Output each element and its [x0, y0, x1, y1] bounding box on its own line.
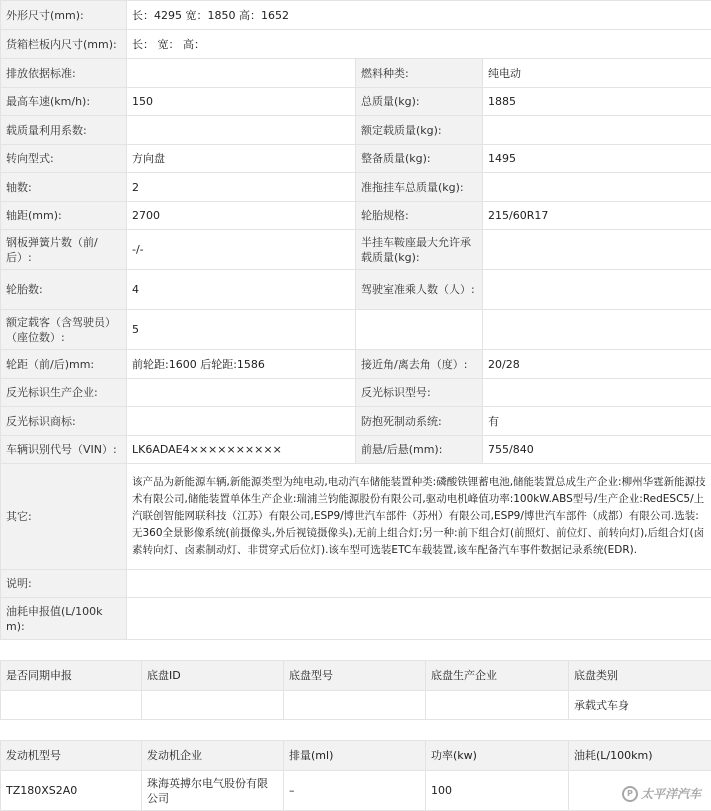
wheelbase-label: 轴距(mm):	[1, 202, 127, 230]
engine-header-mfr: 发动机企业	[142, 741, 284, 771]
spec-row-track	[1, 350, 711, 379]
engine-cell-mfr: 珠海英搏尔电气股份有限公司	[142, 771, 284, 811]
speed-value: 150	[127, 88, 356, 116]
track-label: 轮距（前/后)mm:	[1, 350, 127, 379]
engine-header-row	[1, 741, 711, 771]
engine-table	[0, 740, 711, 811]
spec-row-other	[1, 464, 711, 570]
chassis-table	[0, 660, 711, 720]
engine-cell-displacement: –	[284, 771, 426, 811]
fuel-report-value	[127, 598, 711, 640]
note-label: 说明:	[1, 570, 127, 598]
reflect-brand-label: 反光标识商标:	[1, 407, 127, 436]
passengers-empty-value	[483, 310, 711, 350]
chassis-header-row	[1, 661, 711, 691]
cargo-value: 长： 宽： 高：	[127, 30, 711, 59]
note-value	[127, 570, 711, 598]
overhang-value: 755/840	[483, 436, 711, 464]
spec-row-dims	[1, 1, 711, 30]
spec-row-vin	[1, 436, 711, 464]
tires-label: 轮胎数:	[1, 270, 127, 310]
gross-label: 总质量(kg):	[356, 88, 483, 116]
chassis-cell-sync	[1, 691, 142, 720]
rated-load-label: 额定载质量(kg):	[356, 116, 483, 145]
saddle-label: 半挂车鞍座最大允许承载质量(kg):	[356, 230, 483, 270]
chassis-cell-id	[142, 691, 284, 720]
tire-spec-label: 轮胎规格:	[356, 202, 483, 230]
pcauto-logo-icon: P	[622, 786, 638, 802]
chassis-cell-model	[284, 691, 426, 720]
spec-row-axles	[1, 173, 711, 202]
engine-cell-model: TZ180XS2A0	[1, 771, 142, 811]
chassis-header-id: 底盘ID	[142, 661, 284, 691]
chassis-header-model: 底盘型号	[284, 661, 426, 691]
chassis-header-type: 底盘类别	[569, 661, 711, 691]
chassis-cell-mfr	[426, 691, 569, 720]
axles-label: 轴数:	[1, 173, 127, 202]
watermark-text: 太平洋汽车	[641, 785, 701, 802]
spring-value: -/-	[127, 230, 356, 270]
fuel-value: 纯电动	[483, 59, 711, 88]
other-value: 该产品为新能源车辆,新能源类型为纯电动,电动汽车储能装置种类:磷酸铁锂蓄电池,储能装置总成生产企业:柳州华霆新能源技术有限公司,储能装置单体生产企业:瑞浦兰钧能源股份有限公司,驱动电机峰值功率:100kW.ABS型号/生产企业:RedESC5/上汽联创智能网联科技（江苏）有限公司,ESP9/博世汽车部件（苏州）有限公司,ESP9/博世汽车部件（成都）有限公司.选装:无360全景影像系统(前摄像头,外后视镜摄像头),无前上组合灯;另一种:前下组合灯(前照灯、前位灯、前转向灯),后组合灯(卤素转向灯、卤素制动灯、非贯穿式后位灯).该车型可选装ETC车载装置,该车配备汽车事件数据记录系统(EDR).	[127, 464, 711, 570]
chassis-data-row	[1, 691, 711, 720]
spec-row-fuel-report	[1, 598, 711, 640]
spec-row-reflect-brand	[1, 407, 711, 436]
spec-row-cargo	[1, 30, 711, 59]
engine-header-model: 发动机型号	[1, 741, 142, 771]
engine-header-displacement: 排量(ml)	[284, 741, 426, 771]
trailer-label: 准拖挂车总质量(kg):	[356, 173, 483, 202]
engine-data-row	[1, 771, 711, 811]
cab-label: 驾驶室准乘人数（人）:	[356, 270, 483, 310]
engine-cell-power: 100	[426, 771, 569, 811]
engine-header-consumption: 油耗(L/100km)	[569, 741, 711, 771]
cargo-label: 货箱栏板内尺寸(mm):	[1, 30, 127, 59]
fuel-label: 燃料种类:	[356, 59, 483, 88]
gross-value: 1885	[483, 88, 711, 116]
spec-row-wheelbase	[1, 202, 711, 230]
spec-row-passengers	[1, 310, 711, 350]
spec-row-note	[1, 570, 711, 598]
angle-label: 接近角/离去角（度）:	[356, 350, 483, 379]
spec-row-reflect-mfr	[1, 379, 711, 407]
curb-value: 1495	[483, 145, 711, 173]
spec-row-steering	[1, 145, 711, 173]
vin-label: 车辆识别代号（VIN）:	[1, 436, 127, 464]
wheelbase-value: 2700	[127, 202, 356, 230]
saddle-value	[483, 230, 711, 270]
engine-header-power: 功率(kw)	[426, 741, 569, 771]
reflect-model-label: 反光标识型号:	[356, 379, 483, 407]
speed-label: 最高车速(km/h):	[1, 88, 127, 116]
reflect-mfr-value	[127, 379, 356, 407]
curb-label: 整备质量(kg):	[356, 145, 483, 173]
passengers-label: 额定载客（含驾驶员）（座位数）:	[1, 310, 127, 350]
fuel-report-label: 油耗申报值(L/100km):	[1, 598, 127, 640]
steering-value: 方向盘	[127, 145, 356, 173]
chassis-header-sync: 是否同期申报	[1, 661, 142, 691]
spec-row-spring	[1, 230, 711, 270]
emission-label: 排放依据标准:	[1, 59, 127, 88]
chassis-cell-type: 承载式车身	[569, 691, 711, 720]
abs-value: 有	[483, 407, 711, 436]
spec-row-emission	[1, 59, 711, 88]
tires-value: 4	[127, 270, 356, 310]
spec-row-tires	[1, 270, 711, 310]
rated-load-value	[483, 116, 711, 145]
chassis-header-mfr: 底盘生产企业	[426, 661, 569, 691]
cab-value	[483, 270, 711, 310]
passengers-value: 5	[127, 310, 356, 350]
passengers-empty-label	[356, 310, 483, 350]
axles-value: 2	[127, 173, 356, 202]
vin-value: LK6ADAE4××××××××××	[127, 436, 356, 464]
spec-row-speed	[1, 88, 711, 116]
abs-label: 防抱死制动系统:	[356, 407, 483, 436]
emission-value	[127, 59, 356, 88]
dims-value: 长：4295 宽：1850 高：1652	[127, 1, 711, 30]
util-label: 载质量利用系数:	[1, 116, 127, 145]
spring-label: 钢板弹簧片数（前/后）:	[1, 230, 127, 270]
angle-value: 20/28	[483, 350, 711, 379]
overhang-label: 前悬/后悬(mm):	[356, 436, 483, 464]
reflect-brand-value	[127, 407, 356, 436]
dims-label: 外形尺寸(mm):	[1, 1, 127, 30]
util-value	[127, 116, 356, 145]
other-label: 其它:	[1, 464, 127, 570]
tire-spec-value: 215/60R17	[483, 202, 711, 230]
watermark	[622, 785, 701, 802]
track-value: 前轮距:1600 后轮距:1586	[127, 350, 356, 379]
reflect-model-value	[483, 379, 711, 407]
reflect-mfr-label: 反光标识生产企业:	[1, 379, 127, 407]
spec-row-util	[1, 116, 711, 145]
steering-label: 转向型式:	[1, 145, 127, 173]
trailer-value	[483, 173, 711, 202]
